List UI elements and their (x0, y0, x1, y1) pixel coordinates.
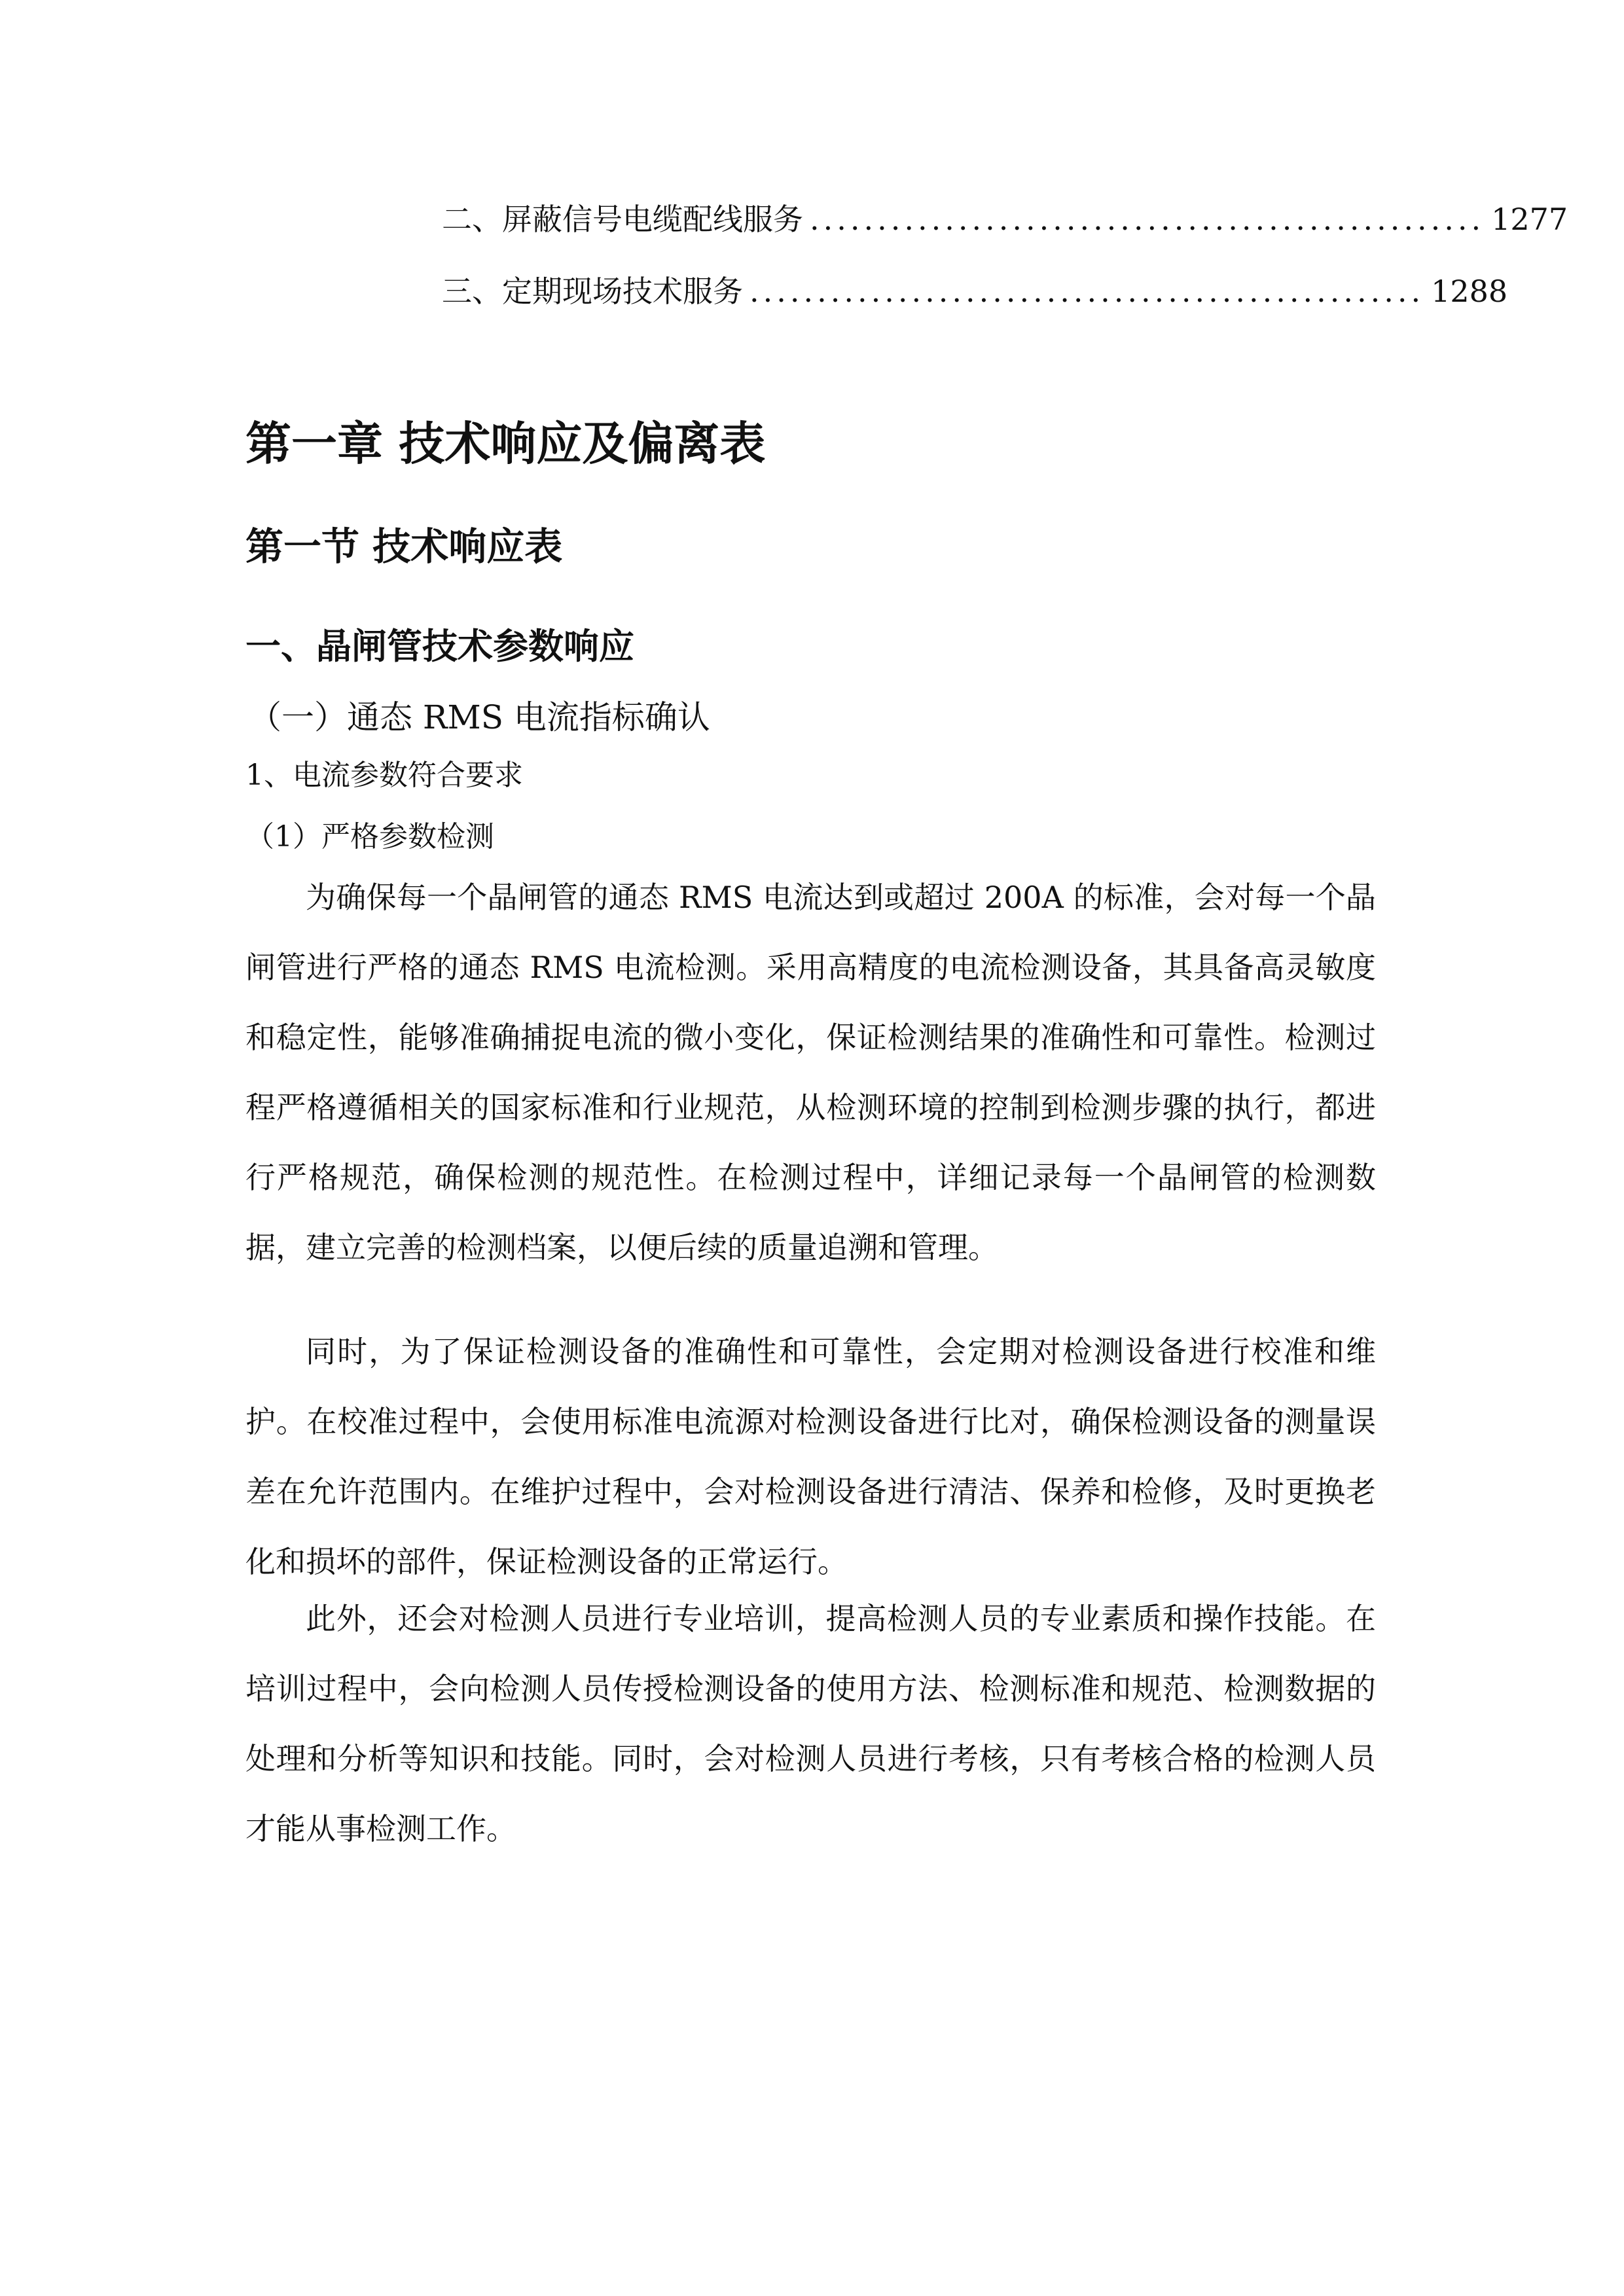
chapter-heading: 第一章 技术响应及偏离表 (245, 417, 766, 471)
subitem-heading: 1、电流参数符合要求 (245, 759, 523, 792)
subsubitem-heading: （1）严格参数检测 (245, 820, 494, 853)
toc-entry[interactable] (442, 268, 1508, 314)
toc-leader-dots: .................................................. (749, 274, 1425, 309)
subsection-heading: 一、晶闸管技术参数响应 (245, 626, 634, 667)
toc-entry-number: 三、 (442, 274, 502, 309)
toc-entry-page: 1288 (1431, 274, 1508, 309)
toc-entry-page: 1277 (1491, 202, 1568, 237)
toc-leader-dots: .................................................. (810, 202, 1485, 237)
toc-entry-title: 屏蔽信号电缆配线服务 (502, 202, 803, 237)
body-paragraph: 同时，为了保证检测设备的准确性和可靠性，会定期对检测设备进行校准和维护。在校准过程中，会使用标准电流源对检测设备进行比对，确保检测设备的测量误差在允许范围内。在维护过程中，会对检测设备进行清洁、保养和检修，及时更换老化和损坏的部件，保证检测设备的正常运行。 (245, 1334, 1376, 1579)
item-heading: （一）通态 RMS 电流指标确认 (249, 698, 710, 736)
section-heading: 第一节 技术响应表 (245, 524, 563, 569)
toc-entry-title: 定期现场技术服务 (502, 274, 743, 309)
body-paragraph: 为确保每一个晶闸管的通态 RMS 电流达到或超过 200A 的标准，会对每一个晶闸管进行严格的通态 RMS 电流检测。采用高精度的电流检测设备，其具备高灵敏度和稳定性，能够准确捕捉电流的微小变化，保证检测结果的准确性和可靠性。检测过程严格遵循相关的国家标准和行业规范，从检测环境的控制到检测步骤的执行，都进行严格规范，确保检测的规范性。在检测过程中，详细记录每一个晶闸管的检测数据，建立完善的检测档案，以便后续的质量追溯和管理。 (245, 880, 1376, 1265)
toc-entry[interactable] (442, 196, 1568, 242)
body-paragraph: 此外，还会对检测人员进行专业培训，提高检测人员的专业素质和操作技能。在培训过程中，会向检测人员传授检测设备的使用方法、检测标准和规范、检测数据的处理和分析等知识和技能。同时，会对检测人员进行考核，只有考核合格的检测人员才能从事检测工作。 (245, 1601, 1376, 1846)
toc-entry-number: 二、 (442, 202, 502, 237)
